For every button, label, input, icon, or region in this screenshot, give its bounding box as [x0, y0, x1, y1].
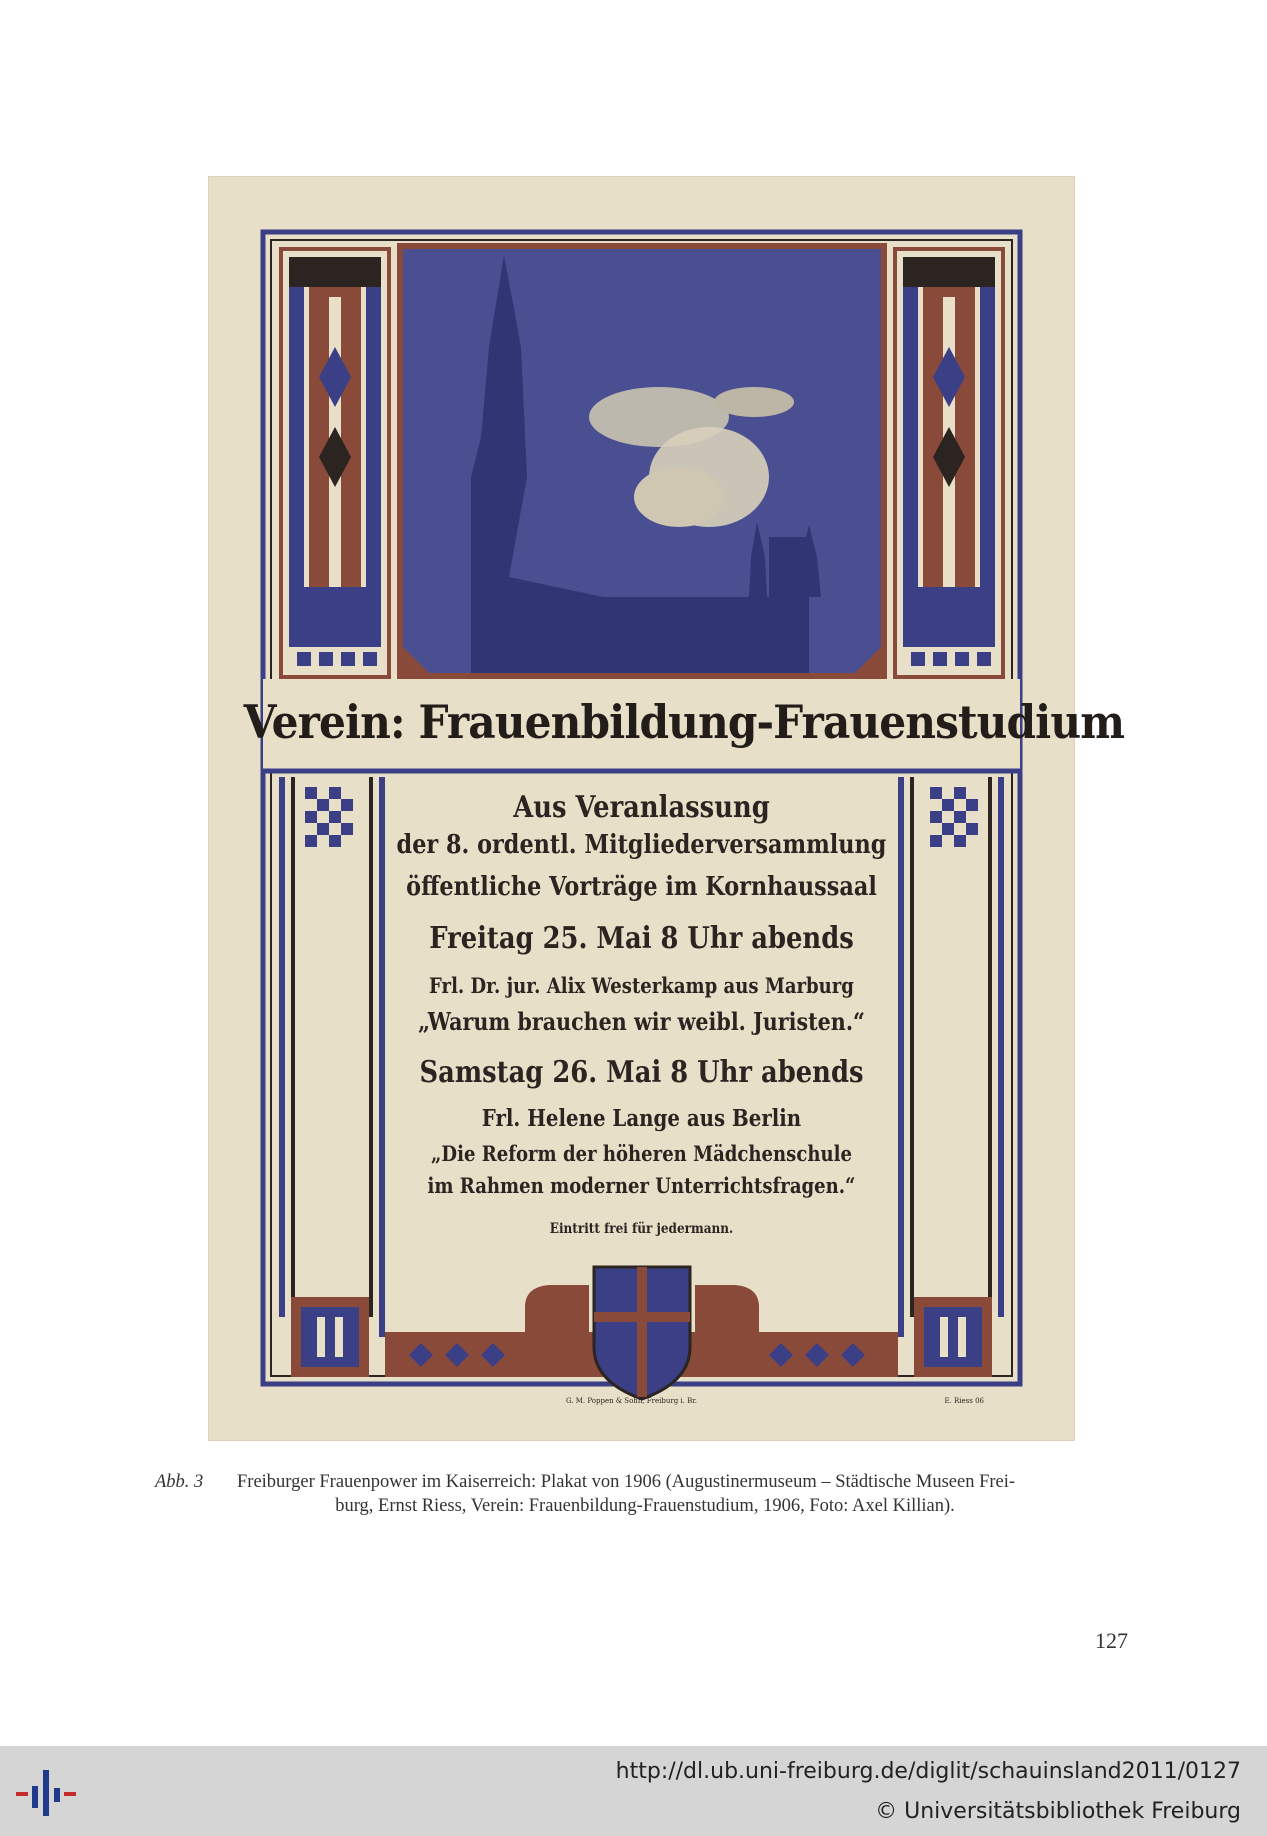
poster-line: Samstag 26. Mai 8 Uhr abends [419, 1055, 864, 1090]
caption-line-2: burg, Ernst Riess, Verein: Frauenbildung-Frauenstudium, 1906, Foto: Axel Killian). [335, 1496, 955, 1516]
footer-copyright: © Universitätsbibliothek Freiburg [875, 1799, 1241, 1824]
poster-line: „Warum brauchen wir weibl. Juristen.“ [418, 1007, 865, 1036]
footer-bar [0, 1746, 1267, 1836]
poster-line: Frl. Helene Lange aus Berlin [481, 1105, 802, 1132]
poster-line: öffentliche Vorträge im Kornhaussaal [406, 872, 877, 902]
left-top-ornament [279, 247, 391, 679]
poster-line: „Die Reform der höheren Mädchenschule [431, 1141, 852, 1166]
page-number: 127 [1095, 1628, 1128, 1653]
poster-line: der 8. ordentl. Mitgliederversammlung [396, 830, 887, 860]
caption-line-1: Freiburger Frauenpower im Kaiserreich: Plakat von 1906 (Augustinermuseum – Städtische Museen Frei- [237, 1472, 1016, 1492]
poster-line: im Rahmen moderner Unterrichtsfragen.“ [427, 1173, 856, 1198]
artist-signature: E. Riess 06 [944, 1397, 984, 1405]
poster-title: Verein: Frauenbildung-Frauenstudium [243, 695, 1125, 749]
right-top-ornament [893, 247, 1005, 679]
poster-line: Freitag 25. Mai 8 Uhr abends [429, 921, 854, 956]
library-logo-icon [16, 1766, 76, 1820]
poster-line: Frl. Dr. jur. Alix Westerkamp aus Marburg [429, 973, 854, 998]
footer-url[interactable]: http://dl.ub.uni-freiburg.de/diglit/schauinsland2011/0127 [615, 1759, 1241, 1784]
printer-credit: G. M. Poppen & Sohn, Freiburg i. Br. [565, 1397, 698, 1405]
poster-image [209, 177, 1125, 1440]
caption-label: Abb. 3 [155, 1472, 204, 1492]
poster-line: Aus Veranlassung [513, 790, 770, 825]
coat-of-arms [594, 1267, 690, 1399]
poster-line: Eintritt frei für jedermann. [549, 1221, 734, 1237]
